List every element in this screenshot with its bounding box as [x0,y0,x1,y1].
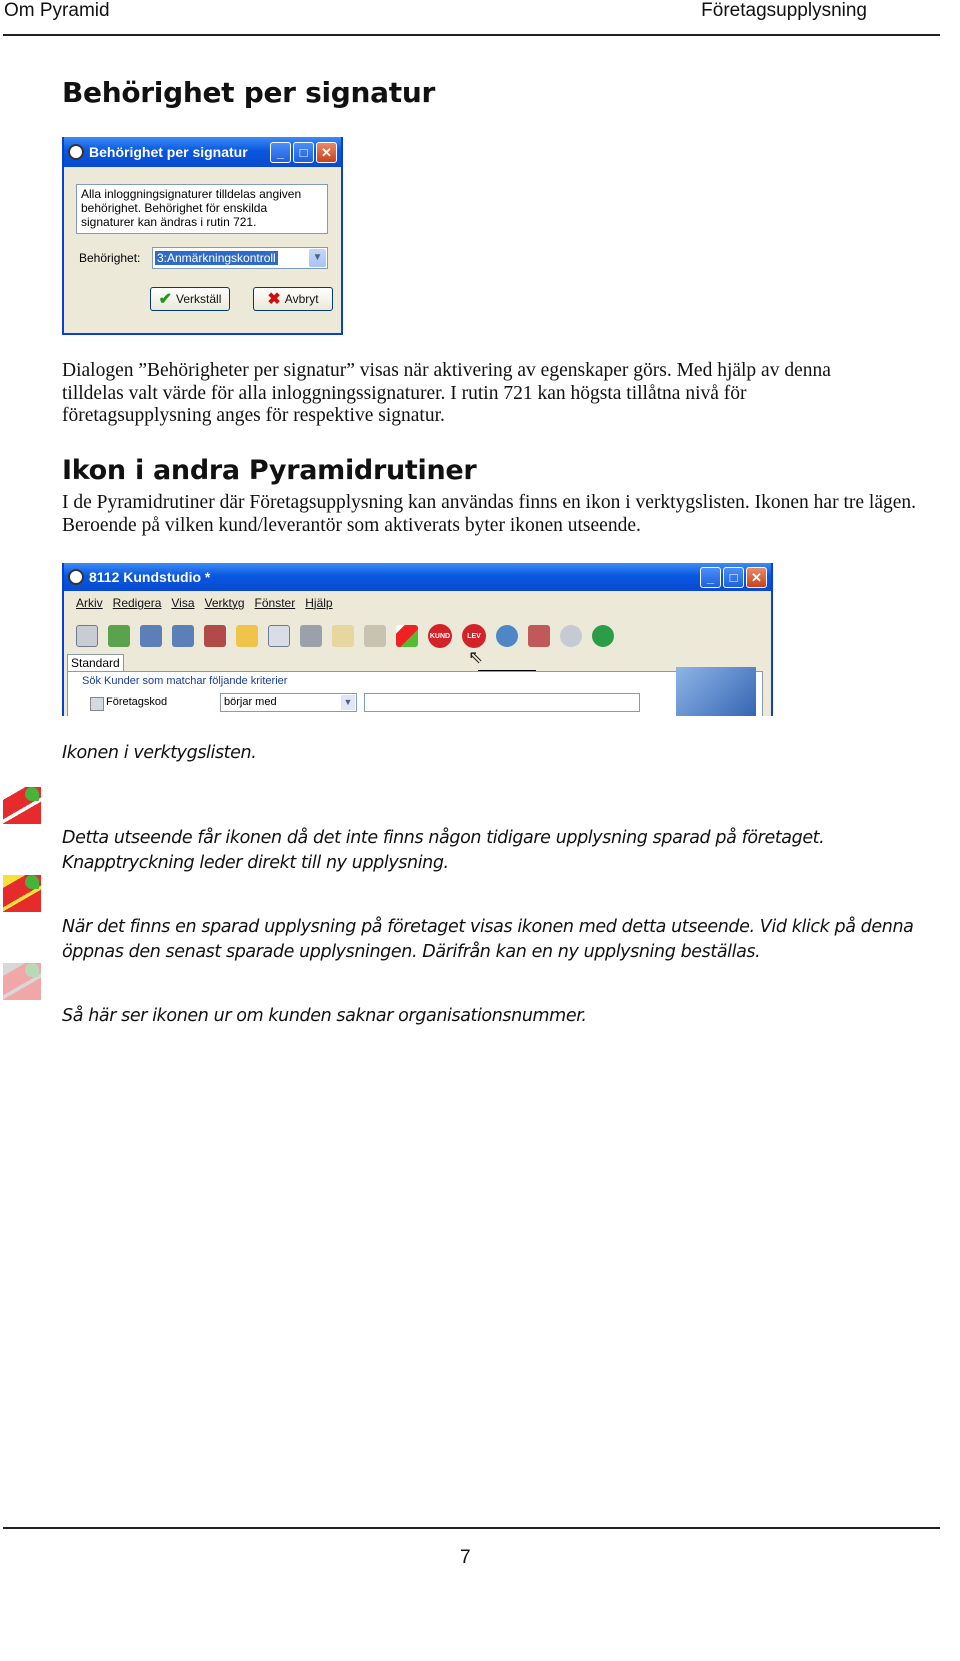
search-group-label: Sök Kunder som matchar följande kriterier [82,675,288,687]
menu-visa[interactable]: Visa [171,596,195,610]
verkstall-label: Verkställ [176,292,222,306]
kundstudio-title: 8112 Kundstudio * [89,569,211,585]
stopwatch-icon[interactable] [560,625,582,647]
criteria-select-value: börjar med [224,696,277,708]
menu-verktyg[interactable]: Verktyg [204,596,245,610]
section2-body: I de Pyramidrutiner där Företagsupplysning kan användas finns en ikon i verktygslisten. Ikonen har tre lägen. Beroende på vilken kund/leverantör som aktiverats byter ikonen utseende. [62,492,917,536]
behorighet-dialog [62,137,343,335]
menu-fonster[interactable]: Fönster [254,596,296,610]
close-icon[interactable]: ✕ [746,567,767,588]
creditsafe-icon[interactable] [396,625,418,647]
menu-arkiv[interactable]: Arkiv [76,596,103,610]
leaf-icon [25,787,39,801]
section-heading-ikon: Ikon i andra Pyramidrutiner [62,455,477,486]
leaf-icon [25,963,39,977]
chevron-down-icon[interactable]: ▼ [341,695,355,710]
state-disabled-text: Så här ser ikonen ur om kunden saknar organisationsnummer. [62,1006,587,1026]
chevron-down-icon[interactable]: ▼ [309,249,326,267]
app-icon [68,144,84,160]
mouse-cursor-icon: ⇖ [468,647,484,667]
close-icon[interactable]: ✕ [316,142,337,163]
minimize-icon[interactable]: _ [270,142,291,163]
menu-redigera[interactable]: Redigera [112,596,162,610]
behorighet-select-value: 3:Anmärkningskontroll [157,251,276,265]
cross-icon: ✖ [267,291,281,308]
criteria-value-input[interactable] [364,693,640,712]
menu-bar [76,596,333,610]
app-icon [68,569,84,585]
behorighet-select[interactable] [152,247,328,269]
header-rule [3,34,940,36]
toolbar [76,624,614,648]
add-customer-icon[interactable] [108,625,130,647]
notes-icon[interactable] [268,625,290,647]
lev-badge-icon[interactable]: LEV [462,624,486,648]
search-panel [67,671,763,716]
state-new-text: Detta utseende får ikonen då det inte finns någon tidigare upplysning sparad på företaget. Knapptryckning leder direkt till ny upplysning. [62,828,825,873]
kundstudio-titlebar [64,563,771,591]
creditsafe-icon-saved [3,875,41,912]
leaf-icon [25,875,39,889]
print-icon[interactable] [300,625,322,647]
creditsafe-icon-disabled [3,963,41,1000]
verkstall-button[interactable] [150,287,230,311]
page-number: 7 [460,1547,471,1568]
section-heading-behorighet: Behörighet per signatur [62,76,435,109]
behorighet-label: Behörighet: [79,251,141,265]
tab-standard[interactable]: Standard [67,654,124,671]
avbryt-button[interactable] [253,287,333,311]
books-icon[interactable] [528,625,550,647]
list-icon[interactable] [364,625,386,647]
document-icon[interactable] [76,625,98,647]
menu-hjalp[interactable]: Hjälp [305,596,333,610]
dialog-info-text: Alla inloggningsignaturer tilldelas angiven behörighet. Behörighet för enskilda signaturer kan ändras i rutin 721. [76,184,328,234]
edit-icon[interactable] [332,625,354,647]
save-icon[interactable] [172,625,194,647]
toolbar-caption: Ikonen i verktygslisten. [62,743,257,763]
delete-record-icon[interactable] [204,625,226,647]
kund-badge-icon[interactable]: KUND [428,624,452,648]
foretagskod-label: Företagskod [106,696,168,708]
phone-icon[interactable] [592,625,614,647]
minimize-icon[interactable]: _ [700,567,721,588]
creditsafe-icon-new [3,787,41,824]
dialog-titlebar [64,137,341,167]
maximize-icon[interactable]: □ [723,567,744,588]
state-saved-text: När det finns en sparad upplysning på företaget visas ikonen med detta utseende. Vid klick på denna öppnas den senast sparade upplysningen. Därifrån kan en ny upplysning beställas. [62,917,914,962]
maximize-icon[interactable]: □ [293,142,314,163]
folder-icon[interactable] [236,625,258,647]
kundstudio-window [62,563,773,716]
check-icon: ✔ [158,291,173,308]
add-record-icon[interactable] [140,625,162,647]
section1-body: Dialogen ”Behörigheter per signatur” visas när aktivering av egenskaper görs. Med hjälp av denna tilldelas valt värde för alla inloggningssignaturer. I rutin 721 kan högsta tillåtna nivå för företagsupplysning anges för respektive signatur. [62,360,831,426]
field-icon [90,697,104,711]
search-button-graphic[interactable] [676,667,756,716]
sync-icon[interactable] [496,625,518,647]
footer-rule [3,1527,940,1529]
dialog-title: Behörighet per signatur [89,144,248,160]
running-header-right: Företagsupplysning [701,0,867,21]
criteria-select[interactable] [220,693,357,712]
running-header-left: Om Pyramid [4,0,110,21]
avbryt-label: Avbryt [284,292,319,306]
